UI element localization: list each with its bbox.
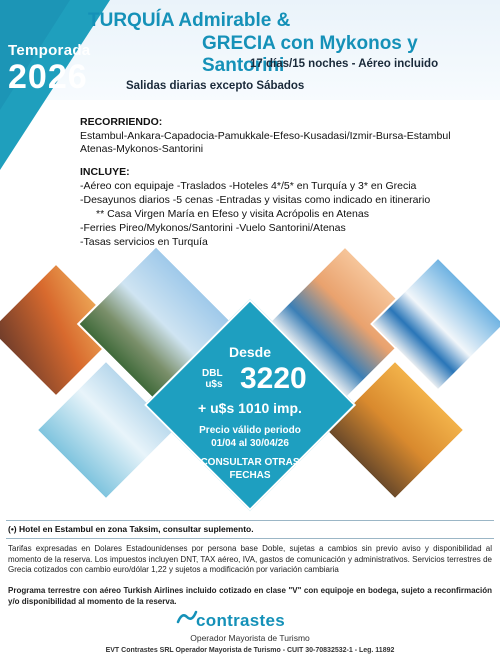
includes-title: INCLUYE: xyxy=(80,166,130,178)
price-amount: 3220 xyxy=(240,362,307,395)
footer-legal: EVT Contrastes SRL Operador Mayorista de Turismo - CUIT 30-70832532-1 - Leg. 11892 xyxy=(105,647,395,654)
itinerary-line-1: Estambul-Ankara-Capadocia-Pamukkale-Efeso-Kusadasi/Izmir-Bursa-Estambul xyxy=(80,130,451,142)
trip-duration: 17 días/15 noches - Aéreo incluido xyxy=(250,58,439,70)
itinerary-line-2: Atenas-Mykonos-Santorini xyxy=(80,143,204,155)
program-note: Programa terrestre con aéreo Turkish Airlines incluido cotizado en clase "V" con equipoje en bodega, sujeto a reconfirmación y/o disponibilidad al momento de la reserva. xyxy=(8,586,492,606)
price-taxes: + u$s 1010 imp. xyxy=(198,400,302,416)
season-year: 2026 xyxy=(8,58,88,96)
price-block xyxy=(160,344,340,482)
consult-dates-cta[interactable]: CONSULTAR OTRAS FECHAS xyxy=(200,457,300,481)
departures-info: Salidas diarias excepto Sábados xyxy=(126,80,305,92)
rates-note: Tarifas expresadas en Dolares Estadounidenses por persona base Doble, sujetas a cambios sin previo aviso y disponibilidad al momento de la reserva. Los impuestos incluyen DNT, TAX aéreo, IVA, gastos de comunicación y administrativos. Servicios terrestres de Grecia cotizados con cambio euro/dólar 1,22 y sujetos a modificación por variación cambiaria xyxy=(8,544,492,574)
price-validity: Precio válido periodo 01/04 al 30/04/26 xyxy=(199,425,301,449)
includes-item: ** Casa Virgen María en Efeso y visita Acrópolis en Atenas xyxy=(96,208,369,220)
divider xyxy=(6,520,494,521)
title-line-1: TURQUÍA Admirable & xyxy=(88,10,291,31)
includes-item: -Aéreo con equipaje -Traslados -Hoteles 4*/5* en Turquía y 3* en Grecia xyxy=(80,180,417,192)
itinerary-title: RECORRIENDO: xyxy=(80,116,163,128)
price-from-label: Desde xyxy=(228,344,272,360)
brand-logo: contrastes xyxy=(196,611,285,630)
hotel-note: (•) Hotel en Estambul en zona Taksim, consultar suplemento. xyxy=(8,524,254,534)
contrastes-logo-icon xyxy=(176,610,198,624)
title-line-2: GRECIA con Mykonos y Santorini xyxy=(202,33,418,76)
divider xyxy=(6,538,494,539)
includes-item: -Tasas servicios en Turquía xyxy=(80,236,208,248)
season-label: Temporada xyxy=(8,42,91,59)
includes-item: -Ferries Pireo/Mykonos/Santorini -Vuelo Santorini/Atenas xyxy=(80,222,346,234)
brand-tagline: Operador Mayorista de Turismo xyxy=(190,633,310,643)
price-basis: DBL u$s xyxy=(202,368,223,390)
includes-item: -Desayunos diarios -5 cenas -Entradas y visitas como indicado en itinerario xyxy=(80,194,431,206)
